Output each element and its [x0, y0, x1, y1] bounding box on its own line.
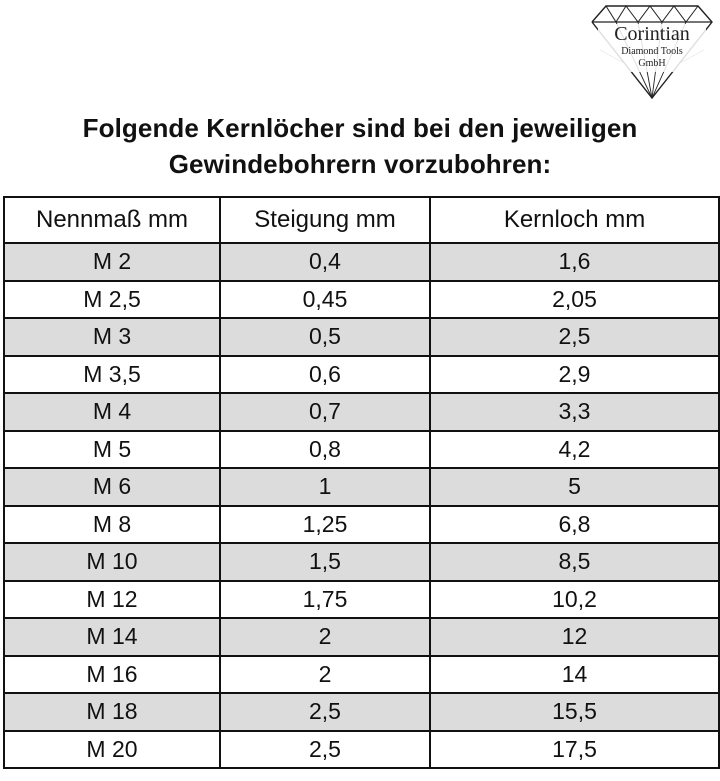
table-row — [4, 468, 719, 506]
cell-pitch: 1,75 — [220, 581, 430, 619]
cell-nominal-size: M 18 — [4, 693, 220, 731]
cell-nominal-size: M 6 — [4, 468, 220, 506]
cell-core-hole: 4,2 — [430, 431, 719, 469]
cell-core-hole: 2,9 — [430, 356, 719, 394]
header-pitch: Steigung mm — [220, 197, 430, 243]
table-header-row — [4, 197, 719, 243]
cell-core-hole: 6,8 — [430, 506, 719, 544]
table-body — [4, 243, 719, 768]
table-row — [4, 693, 719, 731]
cell-pitch: 0,45 — [220, 281, 430, 319]
table-row — [4, 243, 719, 281]
cell-nominal-size: M 14 — [4, 618, 220, 656]
cell-core-hole: 8,5 — [430, 543, 719, 581]
cell-pitch: 0,6 — [220, 356, 430, 394]
cell-pitch: 2 — [220, 656, 430, 694]
table-row — [4, 318, 719, 356]
cell-core-hole: 1,6 — [430, 243, 719, 281]
cell-nominal-size: M 4 — [4, 393, 220, 431]
table-row — [4, 281, 719, 319]
cell-pitch: 0,8 — [220, 431, 430, 469]
cell-core-hole: 3,3 — [430, 393, 719, 431]
cell-pitch: 0,7 — [220, 393, 430, 431]
cell-core-hole: 15,5 — [430, 693, 719, 731]
company-logo — [586, 2, 718, 100]
logo-company-form: GmbH — [638, 58, 666, 69]
cell-core-hole: 10,2 — [430, 581, 719, 619]
table-row — [4, 731, 719, 769]
title-line-1: Folgende Kernlöcher sind bei den jeweiligen — [82, 113, 638, 143]
table-row — [4, 618, 719, 656]
cell-pitch: 1 — [220, 468, 430, 506]
cell-pitch: 2 — [220, 618, 430, 656]
header-nominal-size: Nennmaß mm — [4, 197, 220, 243]
cell-nominal-size: M 12 — [4, 581, 220, 619]
table-row — [4, 431, 719, 469]
cell-nominal-size: M 16 — [4, 656, 220, 694]
cell-pitch: 2,5 — [220, 693, 430, 731]
table-row — [4, 393, 719, 431]
cell-nominal-size: M 2 — [4, 243, 220, 281]
table-row — [4, 543, 719, 581]
cell-nominal-size: M 5 — [4, 431, 220, 469]
cell-core-hole: 2,5 — [430, 318, 719, 356]
title-line-2: Gewindebohrern vorzubohren: — [168, 149, 552, 179]
table-row — [4, 656, 719, 694]
page-title — [0, 110, 720, 182]
cell-nominal-size: M 10 — [4, 543, 220, 581]
cell-nominal-size: M 8 — [4, 506, 220, 544]
table-row — [4, 506, 719, 544]
cell-nominal-size: M 3 — [4, 318, 220, 356]
cell-nominal-size: M 3,5 — [4, 356, 220, 394]
cell-core-hole: 2,05 — [430, 281, 719, 319]
logo-name: Corintian — [614, 23, 690, 45]
header-core-hole: Kernloch mm — [430, 197, 719, 243]
logo-subtitle: Diamond Tools — [621, 46, 683, 57]
table-row — [4, 356, 719, 394]
diamond-logo-icon — [586, 2, 718, 100]
cell-pitch: 0,4 — [220, 243, 430, 281]
cell-core-hole: 12 — [430, 618, 719, 656]
cell-core-hole: 5 — [430, 468, 719, 506]
core-hole-table — [3, 196, 720, 769]
cell-nominal-size: M 2,5 — [4, 281, 220, 319]
cell-pitch: 2,5 — [220, 731, 430, 769]
cell-core-hole: 17,5 — [430, 731, 719, 769]
cell-nominal-size: M 20 — [4, 731, 220, 769]
cell-pitch: 1,25 — [220, 506, 430, 544]
table-row — [4, 581, 719, 619]
cell-core-hole: 14 — [430, 656, 719, 694]
cell-pitch: 0,5 — [220, 318, 430, 356]
cell-pitch: 1,5 — [220, 543, 430, 581]
